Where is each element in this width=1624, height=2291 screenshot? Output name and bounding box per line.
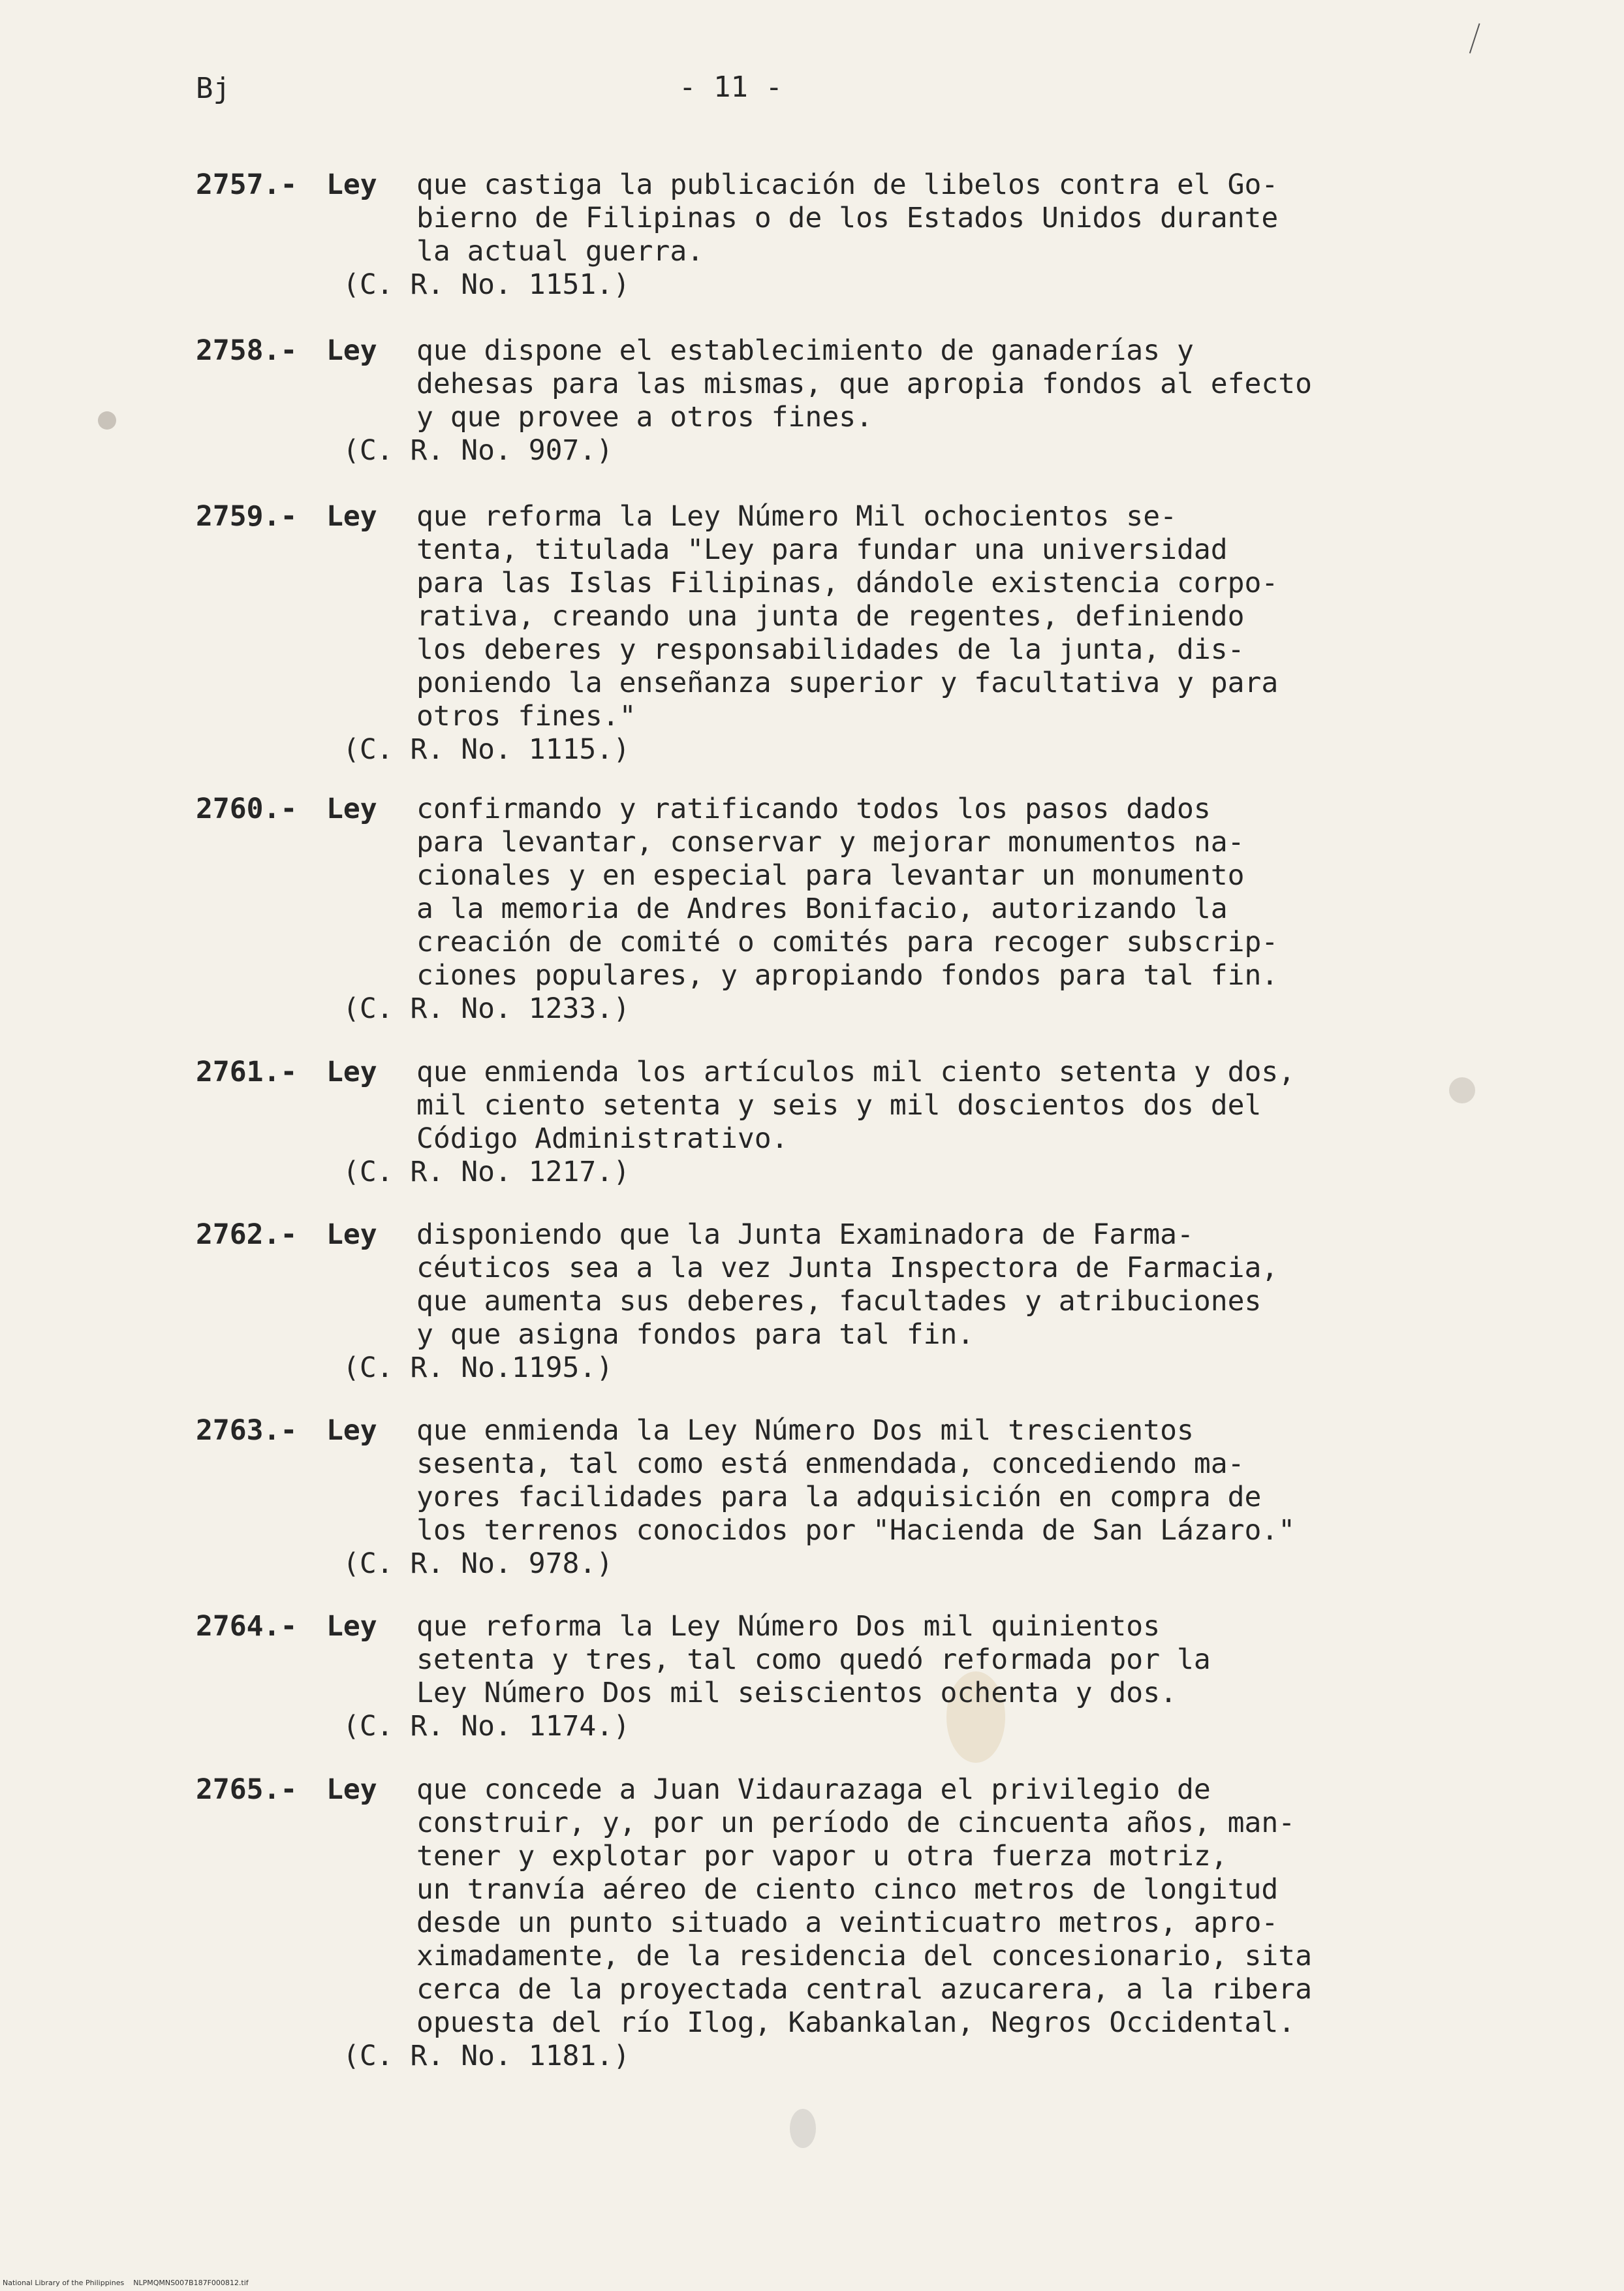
entry-reference: (C. R. No. 1174.) (343, 1710, 631, 1743)
entry-reference: (C. R. No. 1233.) (343, 992, 631, 1025)
entry-line: Ley Número Dos mil seiscientos ochenta y dos. (416, 1677, 1177, 1709)
entry-number: 2762.- (196, 1218, 298, 1251)
entry-number: 2760.- (196, 793, 298, 825)
entry-line: poniendo la enseñanza superior y facultativa y para (416, 667, 1279, 699)
entry-number: 2764.- (196, 1610, 298, 1643)
entry-line: y que asigna fondos para tal fin. (416, 1318, 975, 1351)
entry-number: 2759.- (196, 500, 298, 533)
entry-first-line: que enmienda la Ley Número Dos mil trescientos (416, 1414, 1194, 1447)
entry-line: mil ciento setenta y seis y mil doscientos dos del (416, 1089, 1262, 1122)
entry-first-line: que reforma la Ley Número Dos mil quinientos (416, 1610, 1161, 1643)
entry-line: que aumenta sus deberes, facultades y atribuciones (416, 1285, 1262, 1318)
law-entry (196, 500, 1514, 766)
ley-word: Ley (326, 500, 377, 533)
entry-line: otros fines." (416, 700, 636, 733)
entry-line: y que provee a otros fines. (416, 401, 873, 434)
entry-first-line: que enmienda los artículos mil ciento setenta y dos, (416, 1056, 1296, 1088)
footer-library: National Library of the Philippines (3, 2279, 125, 2287)
entry-line: setenta y tres, tal como quedó reformada por la (416, 1643, 1211, 1676)
footer-file-id: NLPMQMNS007B187F000812.tif (133, 2279, 249, 2287)
law-entry (196, 1610, 1514, 1743)
law-entry (196, 1773, 1514, 2073)
law-entry (196, 793, 1514, 1026)
entry-line: desde un punto situado a veinticuatro metros, apro- (416, 1906, 1279, 1939)
entry-line: construir, y, por un período de cincuenta años, man- (416, 1807, 1296, 1839)
entry-number: 2761.- (196, 1056, 298, 1088)
entry-reference: (C. R. No. 1115.) (343, 733, 631, 766)
law-entry (196, 168, 1514, 302)
entry-line: para las Islas Filipinas, dándole existencia corpo- (416, 567, 1279, 599)
entry-reference: (C. R. No.1195.) (343, 1351, 614, 1384)
entry-first-line: disponiendo que la Junta Examinadora de Farma- (416, 1218, 1194, 1251)
paper-stain (790, 2109, 816, 2148)
entry-number: 2757.- (196, 168, 298, 201)
entry-line: yores facilidades para la adquisición en compra de (416, 1481, 1262, 1513)
entry-reference: (C. R. No. 978.) (343, 1547, 614, 1580)
entry-number: 2765.- (196, 1773, 298, 1806)
entry-line: bierno de Filipinas o de los Estados Unidos durante (416, 202, 1279, 234)
entry-line: un tranvía aéreo de ciento cinco metros de longitud (416, 1873, 1279, 1906)
law-entry (196, 1414, 1514, 1581)
entry-first-line: que concede a Juan Vidaurazaga el privilegio de (416, 1773, 1211, 1806)
entry-line: creación de comité o comités para recoger subscrip- (416, 926, 1279, 958)
law-entry (196, 1218, 1514, 1385)
entry-line: a la memoria de Andres Bonifacio, autorizando la (416, 893, 1228, 925)
entry-line: para levantar, conservar y mejorar monumentos na- (416, 826, 1245, 859)
ley-word: Ley (326, 1610, 377, 1643)
ley-word: Ley (326, 1414, 377, 1447)
entry-line: cerca de la proyectada central azucarera, a la ribera (416, 1973, 1313, 2006)
entry-first-line: que dispone el establecimiento de ganaderías y (416, 334, 1194, 367)
entry-number: 2758.- (196, 334, 298, 367)
entry-reference: (C. R. No. 1181.) (343, 2040, 631, 2072)
page-marker: Bj (196, 72, 230, 105)
entry-line: ximadamente, de la residencia del concesionario, sita (416, 1940, 1313, 1972)
entry-line: céuticos sea a la vez Junta Inspectora de Farmacia, (416, 1252, 1279, 1284)
law-entry (196, 1056, 1514, 1189)
entry-reference: (C. R. No. 1151.) (343, 268, 631, 301)
ley-word: Ley (326, 1218, 377, 1251)
entry-line: sesenta, tal como está enmendada, concediendo ma- (416, 1447, 1245, 1480)
ley-word: Ley (326, 1056, 377, 1088)
entry-number: 2763.- (196, 1414, 298, 1447)
entry-line: tener y explotar por vapor u otra fuerza motriz, (416, 1840, 1228, 1872)
entry-line: los terrenos conocidos por "Hacienda de San Lázaro." (416, 1514, 1296, 1547)
entry-line: dehesas para las mismas, que apropia fondos al efecto (416, 368, 1313, 400)
entry-first-line: confirmando y ratificando todos los pasos dados (416, 793, 1211, 825)
entry-reference: (C. R. No. 907.) (343, 434, 614, 467)
entry-line: ciones populares, y apropiando fondos para tal fin. (416, 959, 1279, 992)
entry-line: Código Administrativo. (416, 1122, 789, 1155)
entry-line: cionales y en especial para levantar un monumento (416, 859, 1245, 892)
law-entry (196, 334, 1514, 467)
ley-word: Ley (326, 1773, 377, 1806)
entry-line: rativa, creando una junta de regentes, definiendo (416, 600, 1245, 633)
entry-line: la actual guerra. (416, 235, 704, 268)
ley-word: Ley (326, 168, 377, 201)
ley-word: Ley (326, 793, 377, 825)
entry-line: tenta, titulada "Ley para fundar una universidad (416, 533, 1228, 566)
ley-word: Ley (326, 334, 377, 367)
pencil-mark (1469, 24, 1485, 55)
entry-reference: (C. R. No. 1217.) (343, 1156, 631, 1188)
entry-first-line: que castiga la publicación de libelos contra el Go- (416, 168, 1279, 201)
paper-stain (98, 411, 116, 430)
entry-first-line: que reforma la Ley Número Mil ochocientos se- (416, 500, 1177, 533)
entry-line: los deberes y responsabilidades de la junta, dis- (416, 633, 1245, 666)
page-number: - 11 - (679, 71, 783, 104)
entry-line: opuesta del río Ilog, Kabankalan, Negros Occidental. (416, 2006, 1296, 2039)
scan-footer (3, 2279, 249, 2287)
